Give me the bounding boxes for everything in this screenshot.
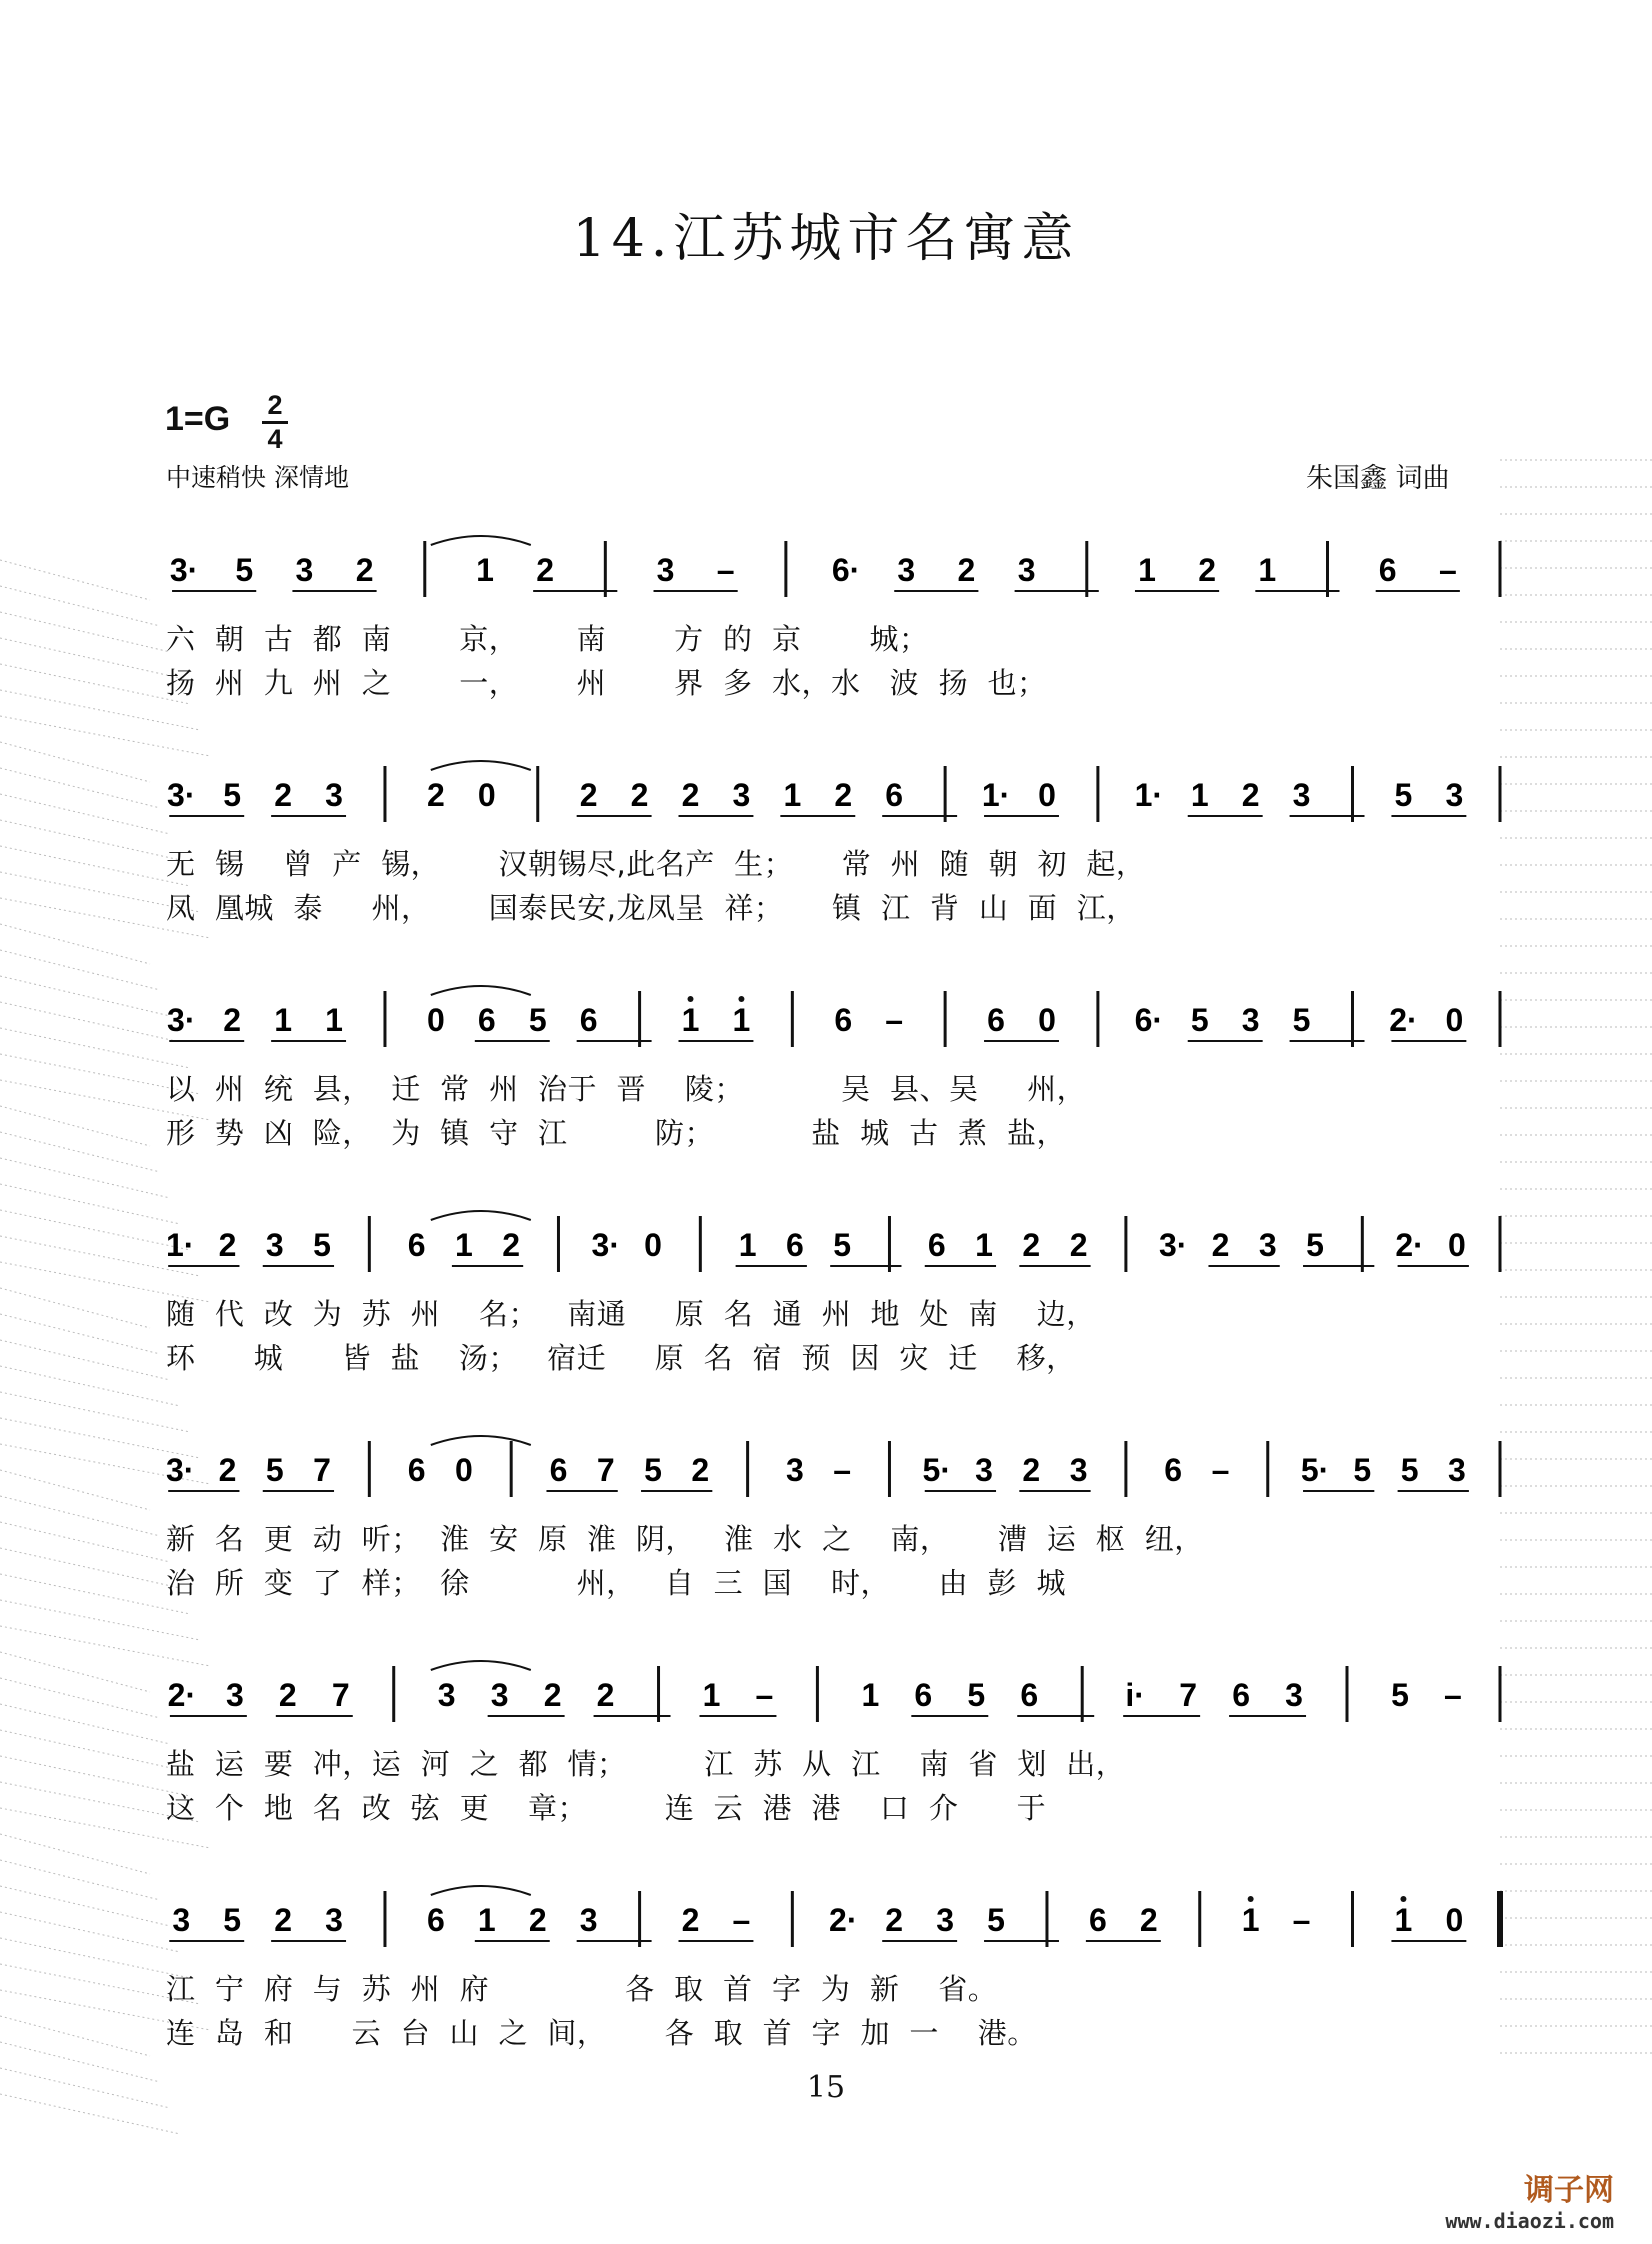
note-6: 6 <box>1378 552 1397 588</box>
score-system <box>0 1435 1652 1600</box>
note-1: 1 <box>1258 552 1277 588</box>
lyric-line-1: 江 宁 府 与 苏 州 府 各 取 首 字 为 新 省。 <box>166 1972 998 2006</box>
note-5: 5 <box>313 1227 331 1263</box>
note-1: 1 <box>1138 552 1156 588</box>
note-2: 2 <box>274 1902 293 1938</box>
note-5: 5 <box>1391 1677 1409 1713</box>
time-signature <box>262 392 288 453</box>
note-5: 5 <box>223 1902 242 1938</box>
notation-line <box>0 1660 1652 1740</box>
note-6: 6 <box>1232 1677 1250 1713</box>
watermark-logo <box>1445 2165 1614 2233</box>
note-3·: 3· <box>169 552 199 588</box>
note-3·: 3· <box>167 777 196 813</box>
score-system <box>0 1660 1652 1825</box>
slur-arc <box>431 536 531 545</box>
note-0: 0 <box>1445 1002 1464 1038</box>
note-7: 7 <box>313 1452 331 1488</box>
note-5: 5 <box>1292 1002 1311 1038</box>
note-3·: 3· <box>1158 1227 1188 1263</box>
note-1: 1 <box>861 1677 880 1713</box>
note-6: 6 <box>885 777 904 813</box>
note-i: 1 <box>1241 1902 1260 1938</box>
lyric-line-2: 治 所 变 了 样； 徐 州， 自 三 国 时， 由 彭 城 <box>166 1566 1066 1600</box>
note-3: 3 <box>1258 1227 1277 1263</box>
note-6·: 6· <box>831 552 861 588</box>
note-3: 3 <box>786 1452 804 1488</box>
note-1: 1 <box>455 1227 473 1263</box>
note-2: 2 <box>681 1902 700 1938</box>
notes-row <box>0 760 1652 830</box>
note-3: 3 <box>1445 777 1464 813</box>
note-5: 5 <box>528 1002 547 1038</box>
note-6: 6 <box>426 1902 445 1938</box>
note-3·: 3· <box>591 1227 620 1263</box>
lyric-line-2: 形 势 凶 险， 为 镇 守 江 防； 盐 城 古 煮 盐， <box>166 1116 1066 1150</box>
note-3: 3 <box>265 1227 284 1263</box>
note-6: 6 <box>987 1002 1005 1038</box>
note-–: – <box>1211 1452 1230 1488</box>
note-2: 2 <box>885 1902 904 1938</box>
author-credit: 朱国鑫 词曲 <box>1306 463 1450 494</box>
note-3: 3 <box>1017 552 1036 588</box>
note-i: 1 <box>681 1002 700 1038</box>
watermark-url: www.diaozi.com <box>1445 2209 1614 2233</box>
note-2: 2 <box>1211 1227 1230 1263</box>
note-3: 3 <box>1285 1677 1303 1713</box>
note-6: 6 <box>549 1452 568 1488</box>
note-5: 5 <box>223 777 242 813</box>
note-6: 6 <box>1164 1452 1183 1488</box>
note-i·: i· <box>1125 1677 1145 1713</box>
slur-arc <box>431 761 531 770</box>
note-2·: 2· <box>167 1677 197 1713</box>
note-6: 6 <box>834 1002 853 1038</box>
note-i: 1 <box>1394 1902 1413 1938</box>
note-2: 2 <box>957 552 976 588</box>
note-5: 5 <box>1353 1452 1372 1488</box>
note-–: – <box>1444 1677 1462 1713</box>
note-0: 0 <box>1448 1227 1466 1263</box>
lyric-line-1: 无 锡 曾 产 锡， 汉朝锡尽,此名产 生； 常 州 随 朝 初 起， <box>166 847 1146 881</box>
slur-arc <box>431 1661 531 1670</box>
note-1: 1 <box>783 777 802 813</box>
note-1: 1 <box>274 1002 293 1038</box>
score-system <box>0 1210 1652 1375</box>
lyric-line-1: 盐 运 要 冲，运 河 之 都 情； 江 苏 从 江 南 省 划 出， <box>166 1747 1126 1781</box>
note-3: 3 <box>325 1902 343 1938</box>
note-3: 3 <box>936 1902 955 1938</box>
note-5: 5 <box>1394 777 1413 813</box>
note-0: 0 <box>426 1002 445 1038</box>
note-6: 6 <box>579 1002 598 1038</box>
note-3: 3 <box>656 552 675 588</box>
slur-arc <box>431 1436 531 1445</box>
note-0: 0 <box>1445 1902 1464 1938</box>
notes-row <box>0 1660 1652 1730</box>
note-3: 3 <box>579 1902 598 1938</box>
note-i: 1 <box>732 1002 751 1038</box>
note-2: 2 <box>355 552 374 588</box>
note-2: 2 <box>543 1677 562 1713</box>
note-3: 3 <box>490 1677 509 1713</box>
note-5·: 5· <box>922 1452 951 1488</box>
high-octave-dot <box>1400 1896 1406 1902</box>
notation-line <box>0 1435 1652 1515</box>
high-octave-dot <box>738 996 744 1002</box>
score-system <box>0 760 1652 925</box>
page-number: 15 <box>806 2070 846 2105</box>
meter-top: 2 <box>267 390 283 420</box>
note-2·: 2· <box>829 1902 858 1938</box>
note-3: 3 <box>732 777 751 813</box>
note-5: 5 <box>967 1677 986 1713</box>
note-2: 2 <box>502 1227 521 1263</box>
note-6: 6 <box>477 1002 496 1038</box>
lyric-line-2: 凤 凰城 泰 州， 国泰民安,龙凤呈 祥； 镇 江 背 山 面 江， <box>166 891 1136 925</box>
note-6: 6 <box>927 1227 946 1263</box>
note-2: 2 <box>834 777 853 813</box>
note-3: 3 <box>1448 1452 1466 1488</box>
note-3·: 3· <box>165 1452 195 1488</box>
note-3: 3 <box>172 1902 191 1938</box>
note-3: 3 <box>1292 777 1311 813</box>
note-1: 1 <box>702 1677 721 1713</box>
note-2: 2 <box>630 777 649 813</box>
note-1: 1 <box>975 1227 993 1263</box>
note-2: 2 <box>1198 552 1217 588</box>
note-–: – <box>1438 552 1457 588</box>
tempo-marking: 中速稍快 深情地 <box>166 463 349 492</box>
note-2: 2 <box>223 1002 242 1038</box>
notation-line <box>0 1885 1652 1965</box>
note-6: 6 <box>1020 1677 1039 1713</box>
notes-row <box>0 1435 1652 1505</box>
slur-arc <box>431 986 531 995</box>
note-5·: 5· <box>1300 1452 1330 1488</box>
lyric-line-1: 六 朝 古 都 南 京， 南 方 的 京 城； <box>166 622 929 656</box>
note-0: 0 <box>1038 1002 1056 1038</box>
note-2: 2 <box>1022 1452 1041 1488</box>
note-1·: 1· <box>1134 777 1164 813</box>
note-2: 2 <box>1069 1227 1088 1263</box>
note-3: 3 <box>295 552 314 588</box>
note-1·: 1· <box>165 1227 195 1263</box>
note-3: 3 <box>1241 1002 1260 1038</box>
page-title: 14.江苏城市名寓意 <box>572 209 1080 269</box>
note-3: 3 <box>437 1677 456 1713</box>
note-–: – <box>1292 1902 1311 1938</box>
note-3: 3 <box>325 777 343 813</box>
notation-line <box>0 760 1652 840</box>
note-5: 5 <box>1306 1227 1324 1263</box>
note-1: 1 <box>1190 777 1209 813</box>
note-5: 5 <box>833 1227 852 1263</box>
slur-arc <box>431 1886 531 1895</box>
note-3: 3 <box>975 1452 993 1488</box>
meter-bottom: 4 <box>267 424 283 454</box>
note-3: 3 <box>897 552 916 588</box>
high-octave-dot <box>1248 1896 1254 1902</box>
note-5: 5 <box>1190 1002 1209 1038</box>
note-2: 2 <box>274 777 293 813</box>
score-system <box>0 1885 1652 2050</box>
note-2: 2 <box>278 1677 297 1713</box>
note-0: 0 <box>1038 777 1056 813</box>
note-–: – <box>716 552 735 588</box>
note-2: 2 <box>536 552 555 588</box>
note-1: 1 <box>325 1002 343 1038</box>
note-1: 1 <box>738 1227 757 1263</box>
notation-line <box>0 985 1652 1065</box>
note-5: 5 <box>1400 1452 1419 1488</box>
high-octave-dot <box>688 996 694 1002</box>
note-–: – <box>833 1452 852 1488</box>
lyric-line-2: 连 岛 和 云 台 山 之 间， 各 取 首 字 加 一 港。 <box>166 2016 1037 2050</box>
notes-row <box>0 1210 1652 1280</box>
note-1·: 1· <box>981 777 1011 813</box>
note-2: 2 <box>218 1452 237 1488</box>
note-5: 5 <box>265 1452 284 1488</box>
lyric-line-1: 以 州 统 县， 迁 常 州 治于 晋 陵； 吴 县、吴 州， <box>166 1072 1087 1106</box>
lyric-line-1: 新 名 更 动 听； 淮 安 原 淮 阴， 淮 水 之 南， 漕 运 枢 纽， <box>166 1522 1204 1556</box>
notes-row <box>0 1885 1652 1955</box>
watermark-name: 调子网 <box>1524 2173 1614 2208</box>
note-3·: 3· <box>167 1002 196 1038</box>
note-1: 1 <box>476 552 494 588</box>
note-6·: 6· <box>1134 1002 1164 1038</box>
note-6: 6 <box>407 1227 426 1263</box>
lyric-line-1: 随 代 改 为 苏 州 名； 南通 原 名 通 州 地 处 南 边， <box>166 1297 1096 1331</box>
note-0: 0 <box>477 777 496 813</box>
key-signature: 1=G <box>165 400 231 438</box>
note-–: – <box>885 1002 904 1038</box>
note-5: 5 <box>987 1902 1005 1938</box>
note-7: 7 <box>331 1677 350 1713</box>
note-2: 2 <box>1241 777 1260 813</box>
note-6: 6 <box>1088 1902 1107 1938</box>
note-2: 2 <box>218 1227 237 1263</box>
note-5: 5 <box>644 1452 662 1488</box>
note-0: 0 <box>644 1227 662 1263</box>
note-6: 6 <box>914 1677 933 1713</box>
score-system <box>0 985 1652 1150</box>
note-2: 2 <box>426 777 445 813</box>
note-2: 2 <box>596 1677 615 1713</box>
lyric-line-2: 环 城 皆 盐 汤； 宿迁 原 名 宿 预 因 灾 迁 移， <box>166 1341 1076 1375</box>
note-2: 2 <box>528 1902 547 1938</box>
note-2: 2 <box>681 777 700 813</box>
note-2·: 2· <box>1395 1227 1424 1263</box>
note-–: – <box>755 1677 774 1713</box>
note-7: 7 <box>596 1452 615 1488</box>
note-3: 3 <box>225 1677 244 1713</box>
note-3: 3 <box>1069 1452 1088 1488</box>
note-2: 2 <box>1139 1902 1158 1938</box>
note-1: 1 <box>477 1902 496 1938</box>
lyric-line-2: 扬 州 九 州 之 一， 州 界 多 水，水 波 扬 也； <box>166 666 1047 700</box>
note-2: 2 <box>691 1452 710 1488</box>
notes-row <box>0 985 1652 1055</box>
note-–: – <box>732 1902 751 1938</box>
notation-line <box>0 1210 1652 1290</box>
notation-line <box>0 535 1652 615</box>
note-7: 7 <box>1179 1677 1198 1713</box>
notes-row <box>0 535 1652 605</box>
note-5: 5 <box>235 552 254 588</box>
note-2: 2 <box>579 777 598 813</box>
score-system <box>0 535 1652 700</box>
lyric-line-2: 这 个 地 名 改 弦 更 章； 连 云 港 港 口 介 于 <box>166 1791 1047 1825</box>
note-2: 2 <box>1022 1227 1041 1263</box>
note-0: 0 <box>455 1452 473 1488</box>
note-6: 6 <box>407 1452 426 1488</box>
note-2·: 2· <box>1389 1002 1418 1038</box>
slur-arc <box>431 1211 531 1220</box>
note-6: 6 <box>786 1227 804 1263</box>
